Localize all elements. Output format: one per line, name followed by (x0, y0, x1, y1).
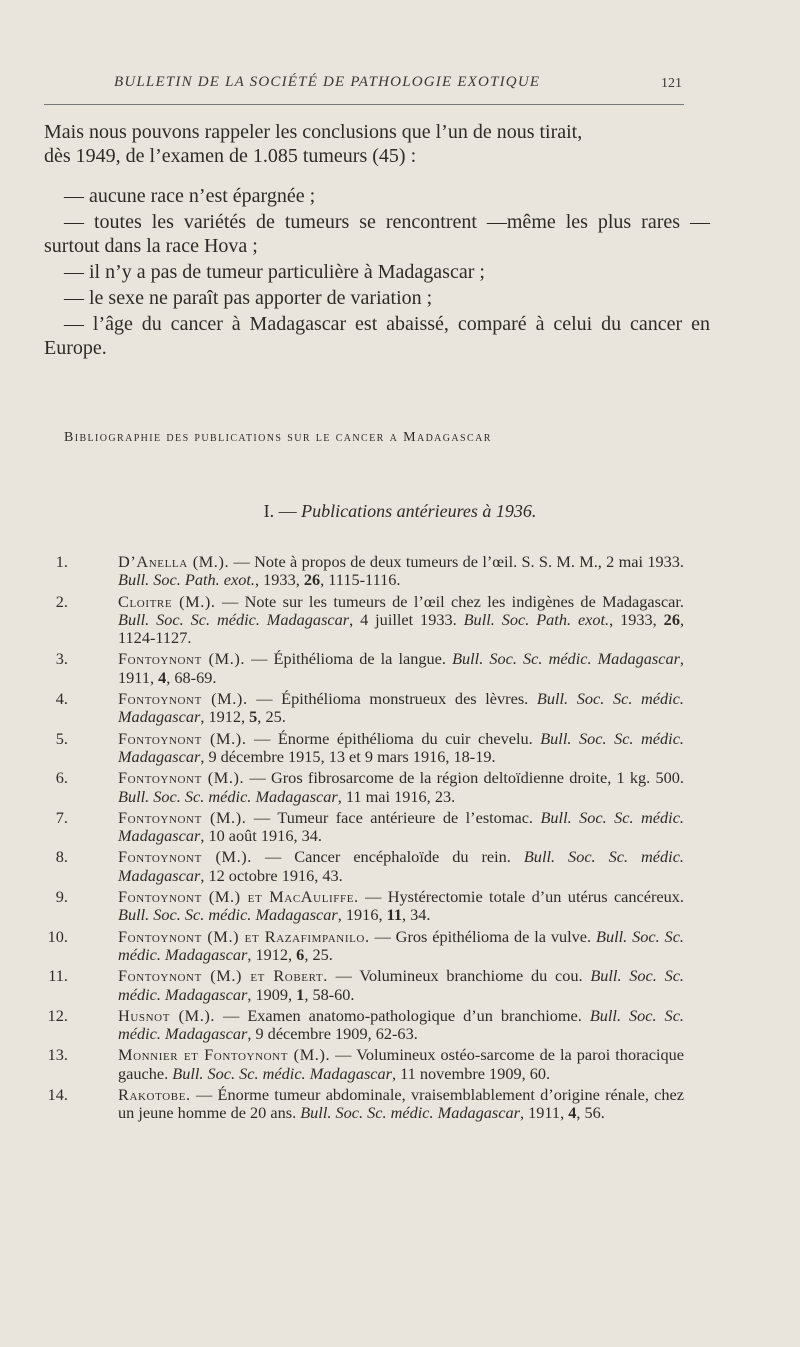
reference-body: — Épithélioma de la langue. (245, 649, 453, 669)
reference-date: , 4 juillet 1933. (349, 609, 464, 629)
reference-author: Rakotobe. (118, 1085, 191, 1105)
section-title (0, 501, 800, 522)
reference-item (46, 730, 684, 767)
reference-number: 4. (55, 689, 68, 709)
reference-journal: Bull. Soc. Sc. médic. Madagascar (118, 609, 350, 629)
reference-author: Cloitre (M.). (118, 591, 216, 611)
reference-date: , 11 mai 1916, 23. (337, 786, 456, 806)
reference-text (76, 730, 684, 767)
reference-number: 13. (47, 1045, 68, 1065)
reference-author: Fontoynont (M.) et Robert. (118, 966, 328, 986)
reference-text (76, 1046, 684, 1083)
bibliography-heading: Bibliographie des publications sur le cancer a Madagascar (64, 430, 492, 445)
reference-item (46, 888, 684, 925)
conclusion-item: — le sexe ne paraît pas apporter de variation ; (64, 287, 433, 309)
reference-item (46, 593, 684, 648)
reference-body: — Volumineux branchiome du cou. (327, 966, 591, 986)
reference-text (76, 809, 684, 846)
reference-volume: 4 (568, 1103, 577, 1123)
reference-item (46, 967, 684, 1004)
reference-volume: 26 (303, 570, 321, 590)
page-number: 121 (661, 76, 682, 91)
reference-body: — Note sur les tumeurs de l’œil chez les indigènes de Madagascar. (215, 591, 684, 611)
reference-author: Fontoynont (M.) et MacAuliffe. (118, 887, 359, 907)
reference-author: Fontoynont (M.). (118, 689, 248, 709)
reference-number: 11. (48, 966, 68, 986)
conclusion-item: — l’âge du cancer à Madagascar est abaissé, comparé à celui du cancer en Europe. (44, 313, 710, 359)
reference-body: — Énorme épithélioma du cuir chevelu. (246, 728, 541, 748)
reference-journal: Bull. Soc. Sc. médic. Madagascar (118, 847, 684, 885)
reference-text (76, 593, 684, 648)
reference-volume: 4 (158, 667, 167, 687)
intro-line: dès 1949, de l’examen de 1.085 tumeurs (45) : (44, 145, 417, 167)
reference-pages: , 68-69. (166, 667, 217, 687)
reference-date: , 1909, (247, 984, 297, 1004)
running-header (44, 74, 684, 105)
reference-journal: Bull. Soc. Sc. médic. Madagascar (118, 926, 684, 964)
reference-number: 3. (55, 649, 68, 669)
reference-pages: , 1115-1116. (320, 570, 401, 590)
reference-date: , 1933, (609, 609, 664, 629)
reference-journal: Bull. Soc. Sc. médic. Madagascar (118, 966, 685, 1004)
reference-item (46, 769, 684, 806)
reference-volume: 6 (296, 944, 305, 964)
reference-pages: , 25. (257, 707, 286, 727)
reference-item (46, 848, 684, 885)
reference-journal: Bull. Soc. Path. exot. (463, 609, 610, 629)
reference-text (76, 650, 684, 687)
reference-number: 1. (55, 552, 68, 571)
reference-text (76, 1086, 684, 1123)
reference-body: — Hystérectomie totale d’un utérus cancéreux. (358, 887, 685, 907)
reference-volume: 1 (296, 984, 305, 1004)
reference-number: 5. (55, 728, 68, 748)
reference-journal: Bull. Soc. Sc. médic. Madagascar (300, 1103, 520, 1123)
reference-text (76, 690, 684, 727)
conclusion-item: — toutes les variétés de tumeurs se rencontrent —même les plus rares — surtout dans la race Hova ; (44, 211, 710, 257)
reference-text (76, 888, 684, 925)
reference-item (46, 553, 684, 590)
reference-author: Fontoynont (M.). (118, 807, 247, 827)
reference-journal: Bull. Soc. Sc. médic. Madagascar (172, 1063, 392, 1083)
reference-date: , 1933, (255, 570, 304, 590)
reference-journal: Bull. Soc. Sc. médic. Madagascar (118, 905, 338, 925)
reference-item (46, 928, 684, 965)
reference-number: 8. (55, 847, 68, 867)
reference-date: , 11 novembre 1909, 60. (392, 1063, 551, 1083)
reference-author: Husnot (M.). (118, 1005, 216, 1025)
reference-number: 7. (55, 807, 68, 827)
reference-date: , 1911, (118, 649, 684, 687)
reference-number: 10. (47, 926, 68, 946)
intro-paragraph (44, 120, 710, 168)
reference-number: 2. (55, 591, 68, 611)
reference-author: Monnier et Fontoynont (M.). (118, 1045, 331, 1065)
intro-line: Mais nous pouvons rappeler les conclusions que l’un de nous tirait, (44, 121, 583, 143)
reference-text (76, 928, 684, 965)
reference-journal: Bull. Soc. Sc. médic. Madagascar (118, 689, 684, 727)
reference-author: Fontoynont (M.). (118, 847, 252, 867)
reference-journal: Bull. Soc. Path. exot. (118, 570, 255, 590)
journal-title: BULLETIN DE LA SOCIÉTÉ DE PATHOLOGIE EXOTIQUE (114, 74, 541, 90)
reference-number: 12. (47, 1005, 68, 1025)
section-title-text: Publications antérieures à 1936. (301, 501, 537, 521)
section-prefix: I. — (263, 501, 302, 521)
reference-text (76, 967, 684, 1004)
reference-volume: 26 (663, 609, 680, 629)
reference-volume: 5 (249, 707, 258, 727)
reference-author: Fontoynont (M.) et Razafimpanilo. (118, 926, 370, 946)
reference-item (46, 1086, 684, 1123)
reference-text (76, 1007, 684, 1044)
reference-body: — Épithélioma monstrueux des lèvres. (247, 689, 537, 709)
reference-item (46, 1046, 684, 1083)
reference-number: 14. (47, 1085, 68, 1105)
reference-journal: Bull. Soc. Sc. médic. Madagascar (452, 649, 680, 669)
reference-text (76, 769, 684, 806)
reference-number: 6. (55, 768, 68, 788)
reference-body: — Gros épithélioma de la vulve. (369, 926, 596, 946)
reference-pages: , 1124-1127. (118, 609, 685, 648)
reference-date: , 1911, (519, 1103, 569, 1123)
reference-text (76, 848, 684, 885)
reference-item (46, 809, 684, 846)
conclusion-item: — aucune race n’est épargnée ; (64, 185, 316, 207)
reference-body: — Énorme tumeur abdominale, vraisemblablement d’origine rénale, chez un jeune homme de 20 ans. (118, 1085, 684, 1123)
reference-pages: , 56. (576, 1103, 605, 1123)
reference-body: — Note à propos de deux tumeurs de l’œil. S. S. M. M., 2 mai 1933. (229, 552, 685, 571)
reference-body: — Volumineux ostéo-sarcome de la paroi thoracique gauche. (118, 1045, 684, 1083)
reference-date: , 1912, (200, 707, 250, 727)
reference-item (46, 650, 684, 687)
reference-number: 9. (55, 887, 68, 907)
reference-pages: , 58-60. (304, 984, 355, 1004)
reference-journal: Bull. Soc. Sc. médic. Madagascar (118, 1005, 684, 1044)
reference-date: , 10 août 1916, 34. (200, 826, 322, 846)
reference-date: , 9 décembre 1915, 13 et 9 mars 1916, 18-19. (200, 746, 496, 766)
reference-pages: , 25. (304, 944, 333, 964)
reference-text (76, 553, 684, 590)
reference-date: , 12 octobre 1916, 43. (200, 865, 343, 885)
reference-body: — Gros fibrosarcome de la région deltoïdienne droite, 1 kg. 500. (244, 768, 684, 788)
reference-volume: 11 (386, 905, 402, 925)
reference-date: , 9 décembre 1909, 62-63. (247, 1024, 418, 1044)
reference-author: D’Anella (M.). (118, 552, 230, 571)
reference-body: — Examen anatomo-pathologique d’un branchiome. (215, 1005, 590, 1025)
reference-date: , 1912, (247, 944, 297, 964)
reference-author: Fontoynont (M.). (118, 728, 247, 748)
reference-journal: Bull. Soc. Sc. médic. Madagascar (118, 807, 684, 846)
reference-author: Fontoynont (M.). (118, 768, 245, 788)
conclusion-item: — il n’y a pas de tumeur particulière à Madagascar ; (64, 261, 485, 283)
reference-author: Fontoynont (M.). (118, 649, 246, 669)
reference-body: — Cancer encéphaloïde du rein. (251, 847, 524, 867)
reference-date: , 1916, (337, 905, 387, 925)
reference-list (46, 553, 684, 1126)
reference-item (46, 690, 684, 727)
reference-journal: Bull. Soc. Sc. médic. Madagascar (118, 728, 684, 766)
conclusions-list (44, 184, 710, 362)
reference-item (46, 1007, 684, 1044)
reference-body: — Tumeur face antérieure de l’estomac. (246, 807, 541, 827)
reference-pages: , 34. (401, 905, 431, 925)
reference-journal: Bull. Soc. Sc. médic. Madagascar (118, 786, 338, 806)
